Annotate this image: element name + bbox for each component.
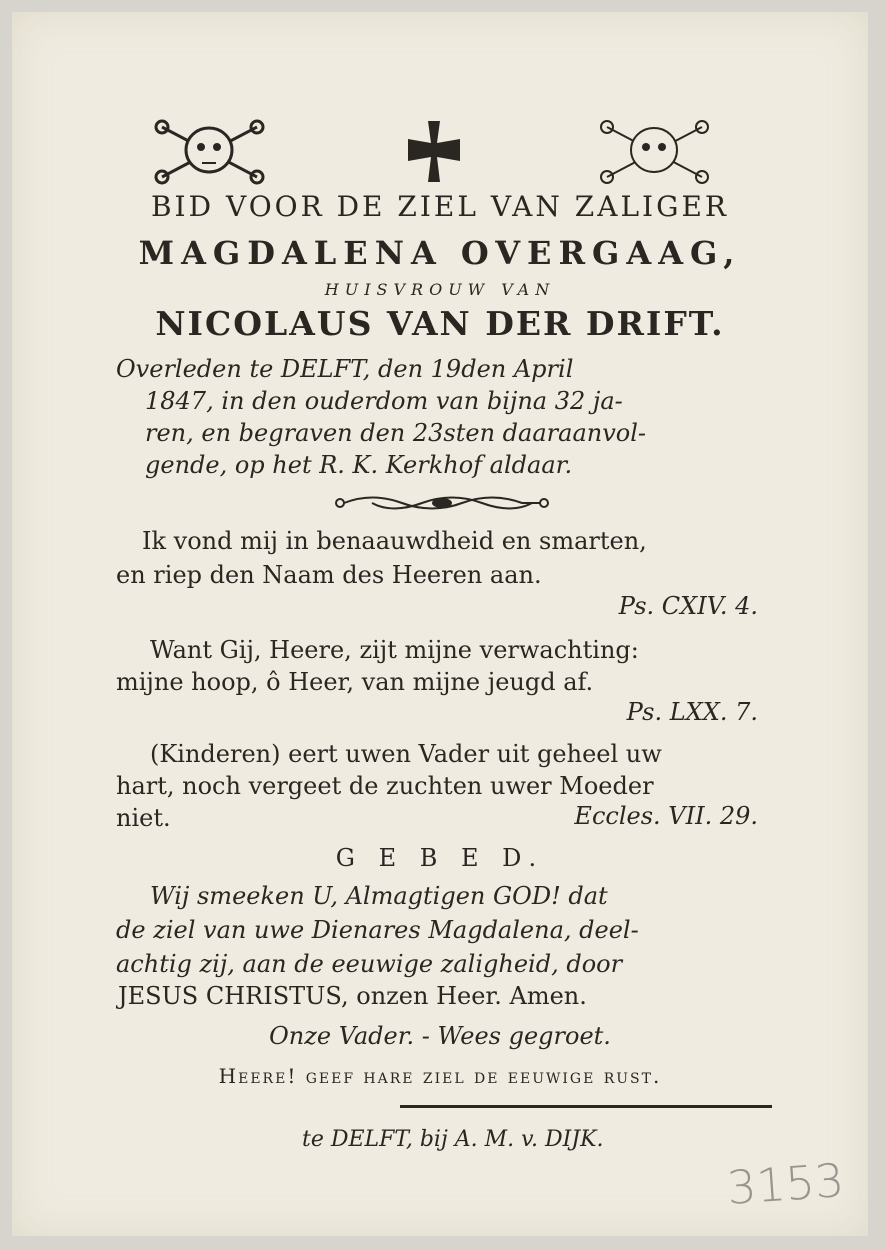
ornament-row: [12, 117, 868, 192]
verse-3-reference: Eccles. VII. 29.: [574, 802, 758, 830]
death-line-4: gende, op het R. K. Kerkhof aldaar.: [145, 451, 573, 479]
memorial-card: [12, 12, 868, 1236]
prayer-line-1: Wij smeeken U, Almagtigen GOD! dat: [150, 882, 608, 910]
skull-crossbones-icon: [597, 117, 712, 187]
ornamental-divider: [332, 492, 552, 514]
verse-3-line-3: niet.: [116, 804, 171, 832]
verse-2-line-2: mijne hoop, ô Heer, van mijne jeugd af.: [116, 668, 594, 696]
husband-name: NICOLAUS VAN DER DRIFT.: [155, 304, 725, 343]
cross-icon: [404, 119, 464, 184]
verse-3-line-1: (Kinderen) eert uwen Vader uit geheel uw: [150, 740, 662, 768]
verse-1-line-1: Ik vond mij in benaauwdheid en smarten,: [142, 527, 647, 555]
verse-1-reference: Ps. CXIV. 4.: [618, 592, 758, 620]
death-line-3: ren, en begraven den 23sten daaraanvol-: [145, 419, 646, 447]
printer-line: te DELFT, bij A. M. v. DIJK.: [302, 1127, 604, 1152]
death-line-2: 1847, in den ouderdom van bijna 32 ja-: [145, 387, 623, 415]
death-line-1: Overleden te DELFT, den 19den April: [116, 355, 574, 383]
prayer-line-6: Heere! geef hare ziel de eeuwige rust.: [218, 1064, 662, 1088]
verse-2-reference: Ps. LXX. 7.: [626, 698, 758, 726]
prayer-line-2: de ziel van uwe Dienares Magdalena, deel-: [116, 916, 639, 944]
prayer-line-5: Onze Vader. - Wees gegroet.: [269, 1022, 611, 1050]
heading-prayer: BID VOOR DE ZIEL VAN ZALIGER: [150, 190, 729, 223]
verse-3-line-2: hart, noch vergeet de zuchten uwer Moeder: [116, 772, 654, 800]
prayer-line-4: JESUS CHRISTUS, onzen Heer. Amen.: [118, 982, 587, 1010]
inventory-number: 3153: [725, 1152, 846, 1216]
skull-crossbones-icon: [152, 117, 267, 187]
prayer-heading: G E B E D.: [335, 844, 545, 872]
printer-rule: [400, 1105, 772, 1108]
deceased-name: MAGDALENA OVERGAAG,: [138, 234, 742, 272]
verse-2-line-1: Want Gij, Heere, zijt mijne verwachting:: [150, 636, 639, 664]
relation-label: HUISVROUW VAN: [324, 280, 556, 299]
verse-1-line-2: en riep den Naam des Heeren aan.: [116, 561, 542, 589]
prayer-line-3: achtig zij, aan de eeuwige zaligheid, door: [116, 950, 623, 978]
